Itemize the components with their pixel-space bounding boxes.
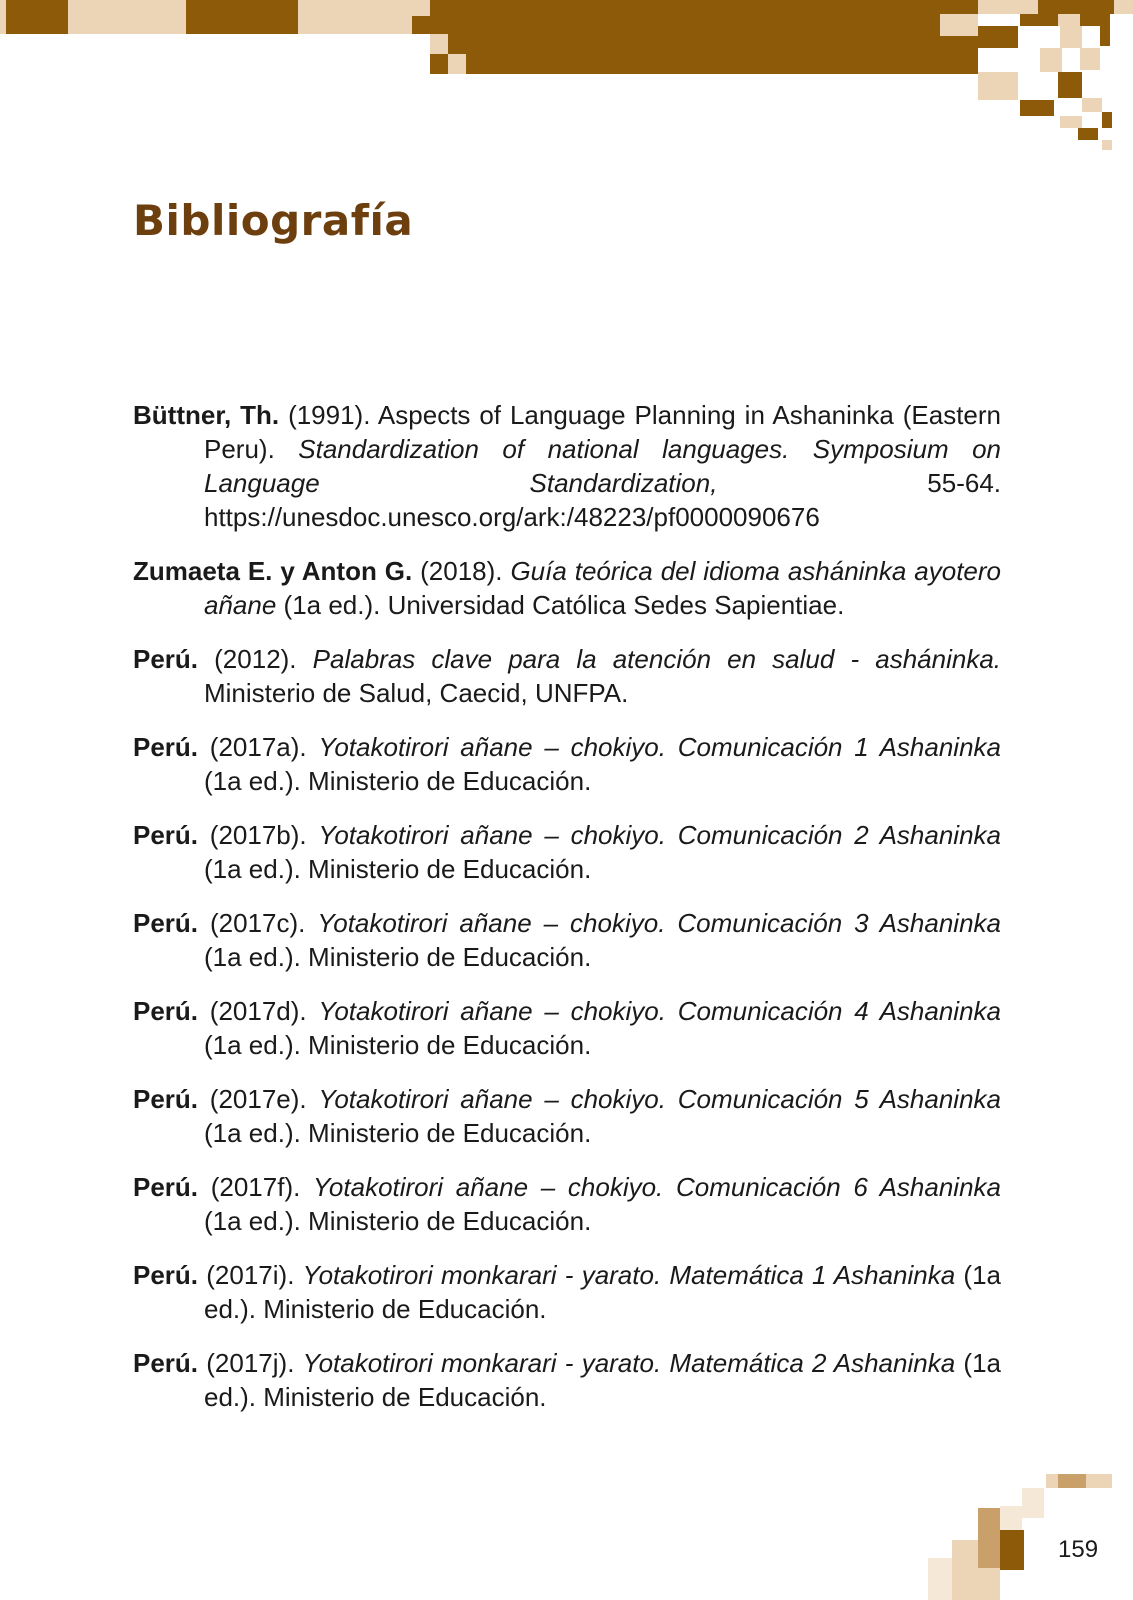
reference-entry xyxy=(133,1346,1001,1414)
reference-year: (2017j). xyxy=(198,1348,303,1378)
bibliography-list xyxy=(133,398,1001,1414)
reference-year: (1991). Aspects of Language Planning in Ashaninka (Eastern Peru). xyxy=(204,400,1001,464)
reference-author: Büttner, Th. xyxy=(133,400,280,430)
reference-details: (1a ed.). Ministerio de Educación. xyxy=(204,1348,1002,1412)
reference-details: (1a ed.). Ministerio de Educación. xyxy=(204,942,592,972)
reference-title: Yotakotirori añane – chokiyo. Comunicación 4 Ashaninka xyxy=(318,996,1001,1026)
reference-entry xyxy=(133,1082,1001,1150)
reference-author: Perú. xyxy=(133,996,199,1026)
reference-details: (1a ed.). Ministerio de Educación. xyxy=(204,1118,592,1148)
reference-year: (2017e). xyxy=(198,1084,319,1114)
reference-details: (1a ed.). Ministerio de Educación. xyxy=(204,1030,592,1060)
reference-author: Perú. xyxy=(133,820,199,850)
reference-entry xyxy=(133,994,1001,1062)
reference-title: Yotakotirori añane – chokiyo. Comunicación 6 Ashaninka xyxy=(313,1172,1001,1202)
reference-author: Zumaeta E. y Anton G. xyxy=(133,556,413,586)
reference-entry xyxy=(133,818,1001,886)
reference-title: Yotakotirori añane – chokiyo. Comunicación 5 Ashaninka xyxy=(318,1084,1001,1114)
reference-entry xyxy=(133,1170,1001,1238)
reference-year: (2012). xyxy=(198,644,313,674)
reference-details: (1a ed.). Ministerio de Educación. xyxy=(204,766,592,796)
reference-year: (2017i). xyxy=(198,1260,303,1290)
page-title: Bibliografía xyxy=(133,196,414,245)
reference-details: (1a ed.). Universidad Católica Sedes Sapientiae. xyxy=(276,590,845,620)
reference-year: (2018). xyxy=(412,556,511,586)
reference-year: (2017b). xyxy=(198,820,319,850)
page-number: 159 xyxy=(1058,1536,1099,1563)
reference-title: Yotakotirori monkarari - yarato. Matemática 1 Ashaninka xyxy=(302,1260,956,1290)
reference-author: Perú. xyxy=(133,1172,199,1202)
reference-entry xyxy=(133,554,1001,622)
reference-year: (2017c). xyxy=(198,908,318,938)
reference-entry xyxy=(133,1258,1001,1326)
reference-year: (2017f). xyxy=(198,1172,314,1202)
reference-details: (1a ed.). Ministerio de Educación. xyxy=(204,1260,1002,1324)
reference-entry xyxy=(133,398,1001,534)
reference-details: 55-64. https://unesdoc.unesco.org/ark:/48223/pf0000090676 xyxy=(204,468,1001,532)
reference-title: Yotakotirori añane – chokiyo. Comunicación 1 Ashaninka xyxy=(318,732,1001,762)
reference-year: (2017a). xyxy=(198,732,319,762)
reference-entry xyxy=(133,730,1001,798)
reference-author: Perú. xyxy=(133,732,199,762)
reference-author: Perú. xyxy=(133,1084,199,1114)
reference-details: Ministerio de Salud, Caecid, UNFPA. xyxy=(204,678,629,708)
reference-title: Yotakotirori monkarari - yarato. Matemática 2 Ashaninka xyxy=(302,1348,956,1378)
reference-entry xyxy=(133,906,1001,974)
reference-title: Guía teórica del idioma asháninka ayotero añane xyxy=(204,556,1002,620)
reference-title: Palabras clave para la atención en salud - asháninka. xyxy=(312,644,1002,674)
reference-author: Perú. xyxy=(133,1260,199,1290)
reference-details: (1a ed.). Ministerio de Educación. xyxy=(204,854,592,884)
reference-author: Perú. xyxy=(133,644,199,674)
reference-entry xyxy=(133,642,1001,710)
reference-author: Perú. xyxy=(133,1348,199,1378)
reference-author: Perú. xyxy=(133,908,199,938)
reference-details: (1a ed.). Ministerio de Educación. xyxy=(204,1206,592,1236)
reference-title: Standardization of national languages. Symposium on Language Standardization, xyxy=(204,434,1002,498)
reference-title: Yotakotirori añane – chokiyo. Comunicación 2 Ashaninka xyxy=(318,820,1001,850)
reference-year: (2017d). xyxy=(198,996,319,1026)
reference-title: Yotakotirori añane – chokiyo. Comunicación 3 Ashaninka xyxy=(317,908,1001,938)
header-band xyxy=(0,0,1133,150)
